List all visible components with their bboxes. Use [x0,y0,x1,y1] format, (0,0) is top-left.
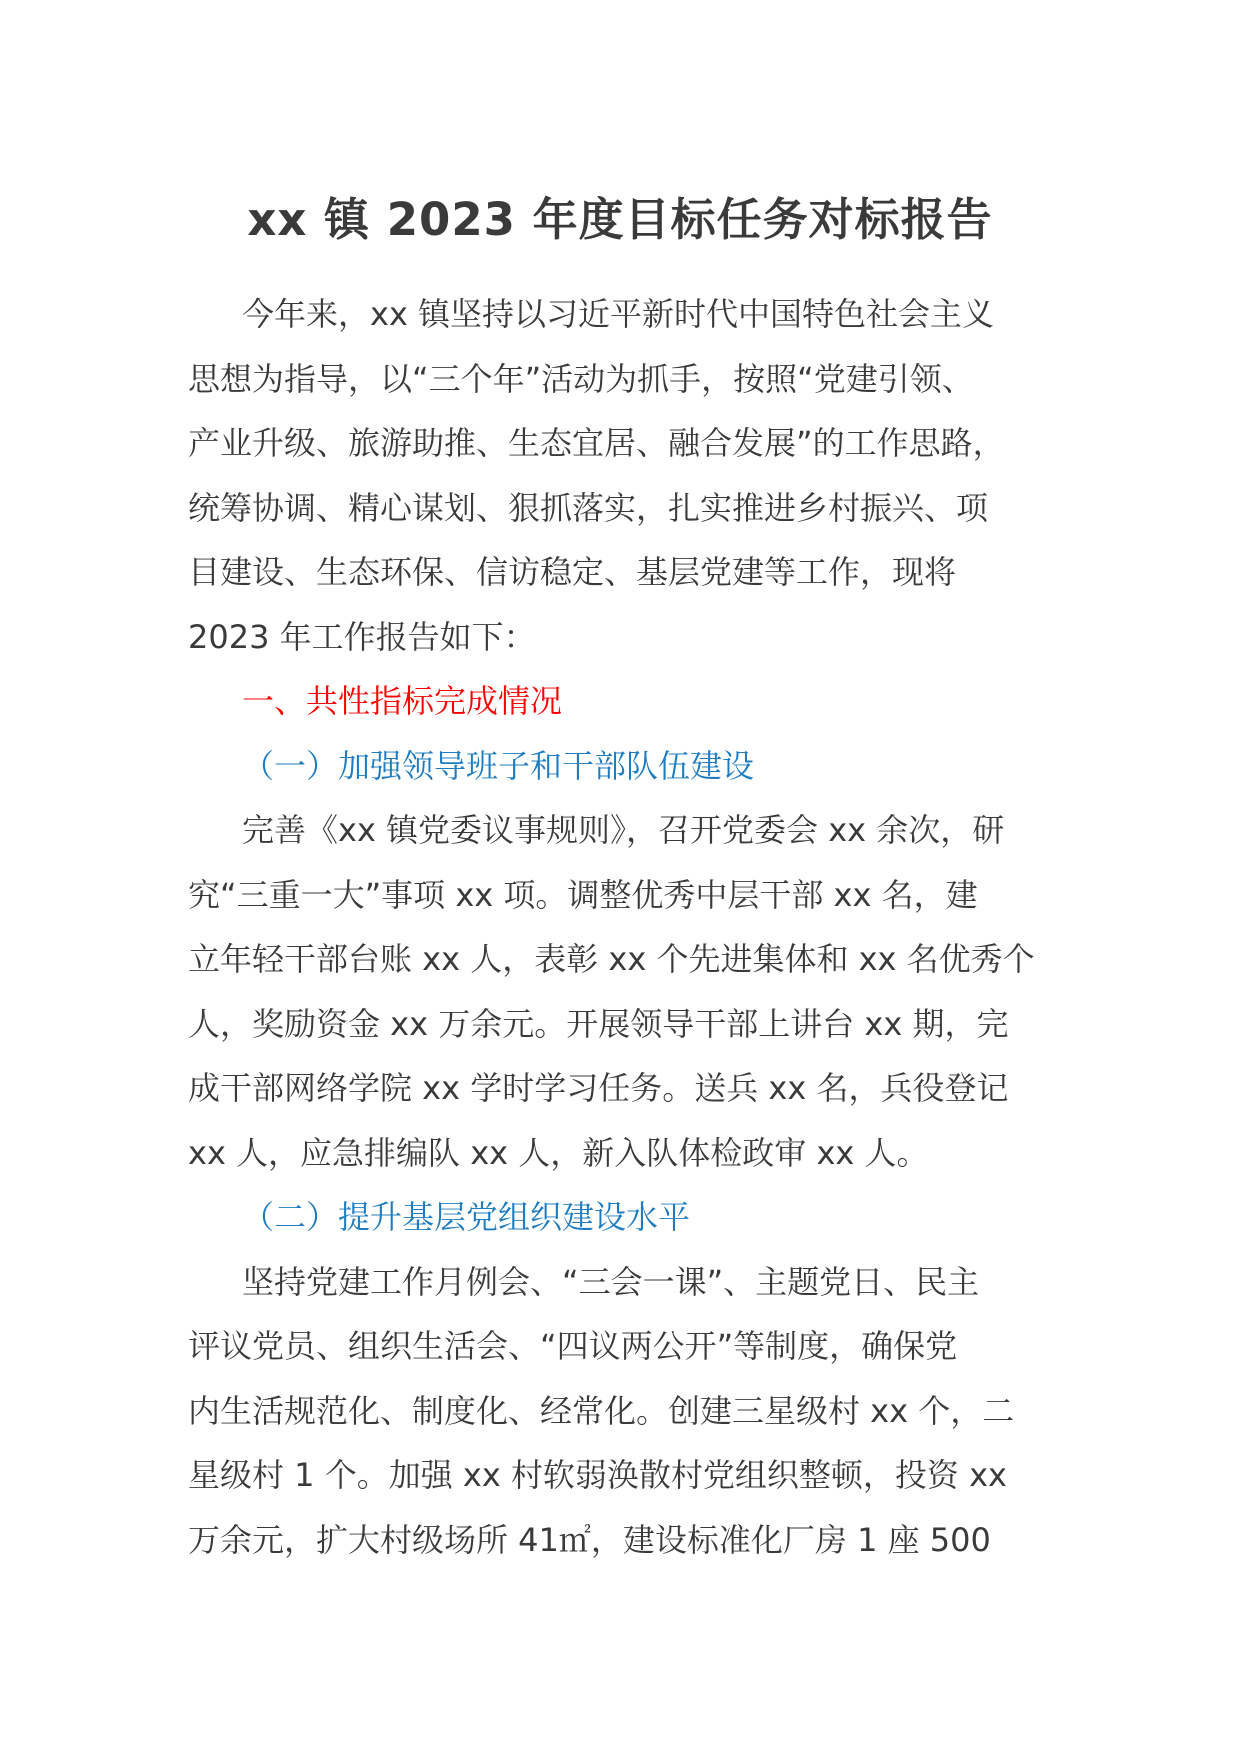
section-heading: 一、共性指标完成情况 [242,682,563,720]
subsection-heading: （一）加强领导班子和干部队伍建设 [242,746,755,785]
subsection-2-paragraph [188,1250,1054,1573]
document-body [188,282,1054,1572]
paragraph-line: 完善《xx 镇党委议事规则》，召开党委会 xx 余次，研 [242,811,1005,849]
intro-paragraph [188,282,1054,669]
paragraph-line: 人，奖励资金 xx 万余元。开展领导干部上讲台 xx 期，完 [188,1004,1009,1043]
document-title: xx 镇 2023 年度目标任务对标报告 [247,193,993,246]
subsection-heading: （二）提升基层党组织建设水平 [242,1198,691,1236]
intro-line: 思想为指导，以“三个年”活动为抓手，按照“党建引领、 [188,359,974,398]
intro-line: 2023 年工作报告如下： [188,617,536,656]
paragraph-line: 成干部网络学院 xx 学时学习任务。送兵 xx 名，兵役登记 [188,1069,1009,1107]
intro-line: 目建设、生态环保、信访稳定、基层党建等工作，现将 [188,553,957,591]
paragraph-line: 内生活规范化、制度化、经常化。创建三星级村 xx 个，二 [188,1391,1015,1430]
paragraph-line: 立年轻干部台账 xx 人，表彰 xx 个先进集体和 xx 名优秀个 [188,940,1035,978]
paragraph-line: 究“三重一大”事项 xx 项。调整优秀中层干部 xx 名，建 [188,875,978,914]
paragraph-line: 坚持党建工作月例会、“三会一课”、主题党日、民主 [242,1262,980,1301]
paragraph-line: 星级村 1 个。加强 xx 村软弱涣散村党组织整顿，投资 xx [188,1456,1007,1494]
intro-line: 产业升级、旅游助推、生态宜居、融合发展”的工作思路， [188,424,1005,462]
subsection-1-paragraph [188,798,1054,1185]
intro-line: 今年来，xx 镇坚持以习近平新时代中国特色社会主义 [242,295,995,333]
intro-line: 统筹协调、精心谋划、狠抓落实，扎实推进乡村振兴、项 [188,488,989,527]
paragraph-line: xx 人，应急排编队 xx 人，新入队体检政审 xx 人。 [188,1133,929,1172]
paragraph-line: 万余元，扩大村级场所 41㎡，建设标准化厂房 1 座 500 [188,1520,991,1559]
paragraph-line: 评议党员、组织生活会、“四议两公开”等制度，确保党 [188,1327,958,1365]
